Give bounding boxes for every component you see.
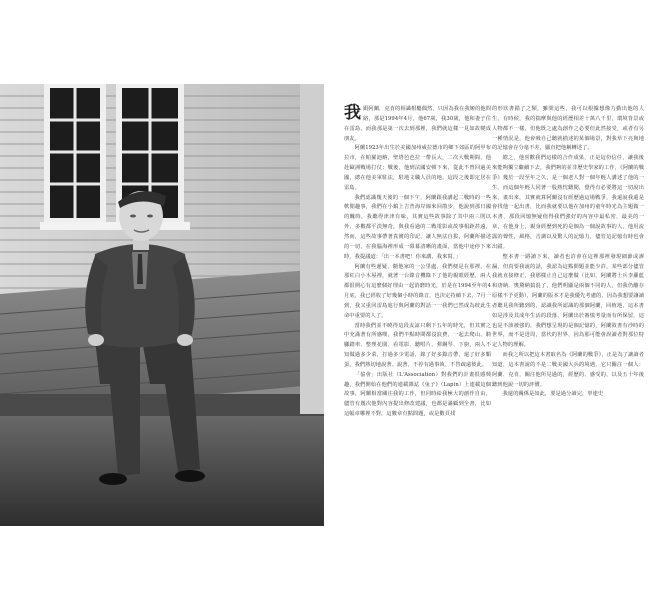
paragraph: 整本書一路讀下來，讀者也許會在這裡那裡發現細節或謬漏，但真要我說的話，我認為這點問題並能少許，某些部分儘管我就直接修正，我那樣止自己這麼做（比如，阿蘭將士兵李蘿藍和唐納．奧黛納搞混了，他們明顯是兩個不同的人，但我仍離存原樣不予更動），阿蘭的版本才是我優先考慮的，因為我想要讓讀者聽見我所聽到的，認識我所認識的那個阿蘭，回植地，這本書如是涉及其成年生活的段落，阿蘭出於審慎考量而有所保留，這也是不該被強的，我們想呈現的是個記憶的，阿蘭敘書有沙時的世界，而不是迸周，當代的世界，因為那可能會誤讀者對那位特定人物的理解。 (492, 253, 644, 349)
dropcap: 我 (344, 103, 362, 123)
paragraph: 阿蘭1923年出生於美國加州威拉德市的鄉下郊區的阿甲布拉市，在帕羅迪納，聖塔芭芭拉一帶長大，二次大戰期間，他赴歐洲戰場打仗；戰後，他到法國安頓下來，從此不曾回過美國，總在他美軍駐法，駐地文職人員的地，這段之後即定居在雷島。 (344, 145, 491, 191)
paragraph: 的形狀書錯了之類，雖問這些，我可以根據想像力勤出他的人生，有時候，我的揣摩與他的經歷相差十萬八千里，環境背景或人物都不一樣，但他既之處為創作之必要但此然接受，或者有另一種情況是，他會吸自己聽就描述的某個場景，對我草下亮與地的記憶會存分毫不差，顯直把他稱轉述了。 (492, 106, 644, 152)
paragraph: 總之，他喜歡我們這樣的合作成果，正是這份信任，讓我後來能夠獨立繼續下去，我們夠的並非歷史學家的工作，《阿蘭的戰爭》幾於一段至年之久，是一個老人對一個年輕人講述了他的一生，而這個年輕人同著一股熱忱聽聞，覺得有必要將這一切說出來，畫出來，其實就算阿蘭沒有經歷過這場戰爭，我還說我還是會找他一起出書，比而我就要以他在加州的童年時光為主題做一本書，那段回憶無疑值得我們強好的內容中最私密，最美的一章，在他身上，親身經歷到死的是個為一個說故事的人，他用流露的聲性，風格，音調以及驚人的記憶力，儘管這記憶有時也會出錯。 (492, 155, 644, 250)
paragraph: 「協會」出版社（L'Association）對我們的計畫很感興趣，我們開始在他們的連載雜誌《兔子》（Lapin）上連載這個故事，阿蘭相當關注我的工作，但同時給我極大的創作自由，儘管有幾次他對內容提出修改建議，也都是滿顧到全書，比如這幅章哪裡不對，這數章有點問題，或是數頁找 (344, 371, 491, 418)
text-column-right (492, 105, 644, 400)
paragraph: 而我之所以把這本書取名為《阿蘭的戰爭》，正是為了讓讀者知道，這本書說的不是二戰美國大兵的境遇，它只關注一個人：阿蘭．克肯，關注他所見過的，經歷的、感受的，以及五十年後聽到他說一切的評價。 (492, 352, 644, 388)
opening-paragraph (344, 105, 491, 144)
paragraph: 我們認識幾天後的一個下午，阿蘭跟我講起二戰時的一些軟閒趣事，我們在小鎮上吉普海岸線來回散步，他說到那日國的醜時，我聽得津津有味，其實這些故事除了其中兩三則以外，多數都平淡無奇，與我看過的二戰電影或故事相距甚遠，然而，這些故事帶著真實的印記，讓人無法自拔，阿蘭所描述的一切，在我腦海裡形成一幕幕清晰的畫面，當他中途停下來時，我提議道：「出一本書吧！你來講，我來寫。」 (344, 194, 491, 260)
paragraph: 我還的關係是如此，要是過分讀完，辜連史 (502, 391, 604, 398)
text-column-left (344, 105, 491, 420)
paragraph: 阿蘭有些遲疑，隨他家的一公里處，我們便是在那裡，在那紅白小木屋裡，就著一台錄音機錄下了他的親眼經歷，兩人都很開心有這麼個好理由一起消磨時光，於是在1994至年的4月底，我已經收了好幾個小時的錄音，也決定持續下去，7月一到，我又重回雷島進行與阿蘭的對話一一我們已然成為彼此生命中重要的人了。 (344, 263, 491, 319)
paragraph: 當時我們並不曉得這段友誼只剩下五年的時光，但其實之中充滿著有所感嘆，我們半點時間都沒浪費，一起去爬山、騎腳踏車、整理花園、看電影、聽唱片、彈鋼琴、下廚，兩人不知做過多少菜，打過多少電話，錄了好多錄音帶，還了好多顆蛋，我們熱切地說著、說著，不停有過事執、不替疏遠彼此。 (344, 322, 491, 368)
soldier-portrait-photo (0, 84, 324, 526)
paragraph-text: 跟阿蘭．克肯的相識相屬偶然，只因為我在我姬的他問路，那是1994年4月，他67歲，我30歲，他和妻子住在雷島，而我那是第一次去到那裡，我們就這樣一見如故變成朋友。 (344, 106, 491, 142)
